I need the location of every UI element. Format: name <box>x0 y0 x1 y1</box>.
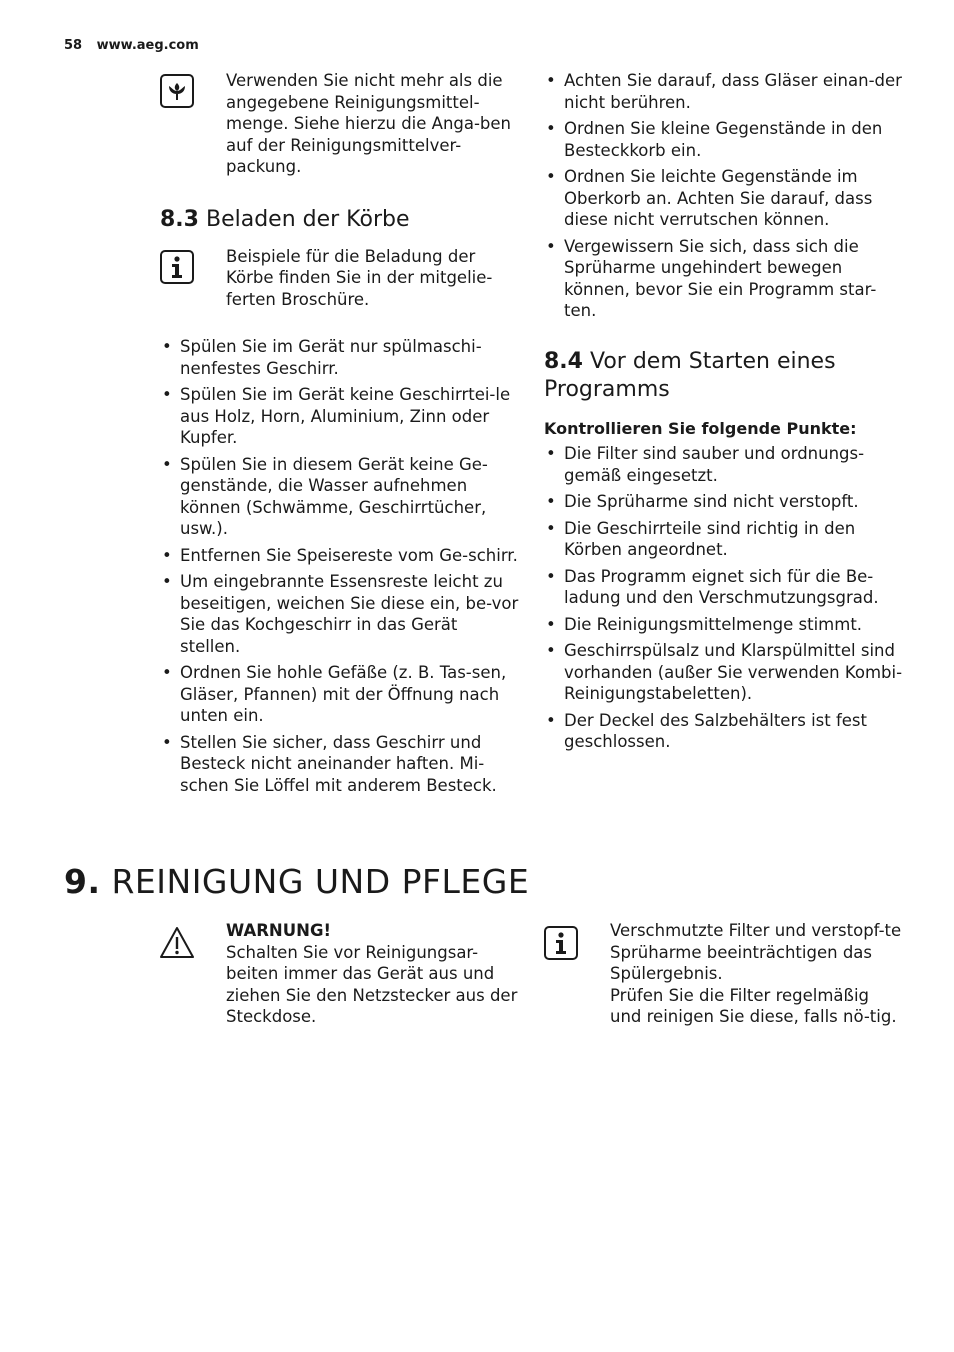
chapter-title: REINIGUNG UND PFLEGE <box>111 862 530 901</box>
list-item: • Ordnen Sie hohle Gefäße (z. B. Tas-sen, Gläser, Pfannen) mit der Öffnung nach unten ein. <box>160 662 520 727</box>
info-icon <box>544 926 578 960</box>
list-item: • Stellen Sie sicher, dass Geschirr und Besteck nicht aneinander haften. Mi-schen Sie Löffel mit anderem Besteck. <box>160 732 520 797</box>
info-note-filters <box>544 920 904 1028</box>
warning-text: Schalten Sie vor Reinigungsar-beiten immer das Gerät aus und ziehen Sie den Netzstecker aus der Steckdose. <box>226 942 518 1026</box>
info-note-text: Beispiele für die Beladung der Körbe finden Sie in der mitgelie-ferten Broschüre. <box>226 246 493 309</box>
list-item: • Spülen Sie in diesem Gerät keine Ge-genstände, die Wasser aufnehmen können (Schwämme, Geschirrtücher, usw.). <box>160 454 520 540</box>
info-note-baskets <box>160 246 520 311</box>
checklist-item: • Geschirrspülsalz und Klarspülmittel sind vorhanden (außer Sie verwenden Kombi-Reinigungstabeletten). <box>544 640 904 705</box>
checklist-item: • Das Programm eignet sich für die Be-ladung und den Verschmutzungsgrad. <box>544 566 904 609</box>
warning-note <box>160 920 520 1028</box>
list-item: • Achten Sie darauf, dass Gläser einan-der nicht berühren. <box>544 70 904 113</box>
checklist-item: • Der Deckel des Salzbehälters ist fest geschlossen. <box>544 710 904 753</box>
list-item: • Ordnen Sie kleine Gegenstände in den Besteckkorb ein. <box>544 118 904 161</box>
checklist-item: • Die Sprüharme sind nicht verstopft. <box>544 491 904 513</box>
warning-icon <box>160 926 194 960</box>
section-heading-8-3 <box>160 206 520 234</box>
warning-title: WARNUNG! <box>226 921 332 940</box>
list-item: • Spülen Sie im Gerät keine Geschirrtei-le aus Holz, Horn, Aluminium, Zinn oder Kupfer. <box>160 384 520 449</box>
section-title: Vor dem Starten eines Programms <box>544 348 836 402</box>
list-item: • Spülen Sie im Gerät nur spülmaschi-nenfestes Geschirr. <box>160 336 520 379</box>
website-link[interactable]: www.aeg.com <box>96 38 199 53</box>
left-column <box>160 70 520 801</box>
loading-tips-list-continued <box>544 70 904 322</box>
section-number: 8.4 <box>544 348 583 374</box>
chapter-heading <box>64 862 529 901</box>
checklist-item: • Die Reinigungsmittelmenge stimmt. <box>544 614 904 636</box>
filter-info-text-1: Verschmutzte Filter und verstopf-te Sprüharme beeinträchtigen das Spülergebnis. <box>610 921 902 983</box>
environment-icon <box>160 74 194 108</box>
list-item: • Um eingebrannte Essensreste leicht zu beseitigen, weichen Sie diese ein, be-vor Sie das Kochgeschirr in das Gerät stellen. <box>160 571 520 657</box>
checklist-item: • Die Geschirrteile sind richtig in den Körben angeordnet. <box>544 518 904 561</box>
list-item: • Ordnen Sie leichte Gegenstände im Oberkorb an. Achten Sie darauf, dass diese nicht verrutschen können. <box>544 166 904 231</box>
list-item: • Vergewissern Sie sich, dass sich die Sprüharme ungehindert bewegen können, bevor Sie ein Programm star-ten. <box>544 236 904 322</box>
section-number: 8.3 <box>160 206 199 232</box>
info-icon <box>160 250 194 284</box>
filter-info-text-2: Prüfen Sie die Filter regelmäßig und reinigen Sie diese, falls nö-tig. <box>610 985 897 1026</box>
eco-note <box>160 70 520 178</box>
checklist <box>544 443 904 753</box>
list-item: • Entfernen Sie Speisereste vom Ge-schirr. <box>160 545 520 567</box>
right-column <box>544 70 904 758</box>
section-heading-8-4 <box>544 348 904 404</box>
eco-note-text: Verwenden Sie nicht mehr als die angegebene Reinigungsmittel-menge. Siehe hierzu die Anga-ben auf der Reinigungsmittelver-packung. <box>226 71 512 176</box>
loading-tips-list <box>160 336 520 796</box>
section-title: Beladen der Körbe <box>205 206 410 232</box>
page-header <box>64 38 199 53</box>
page-number: 58 <box>64 38 83 53</box>
checklist-heading: Kontrollieren Sie folgende Punkte: <box>544 418 857 438</box>
checklist-item: • Die Filter sind sauber und ordnungs-gemäß eingesetzt. <box>544 443 904 486</box>
warning-block <box>160 920 520 1028</box>
chapter-number: 9. <box>64 862 101 901</box>
filter-info-block <box>544 920 904 1028</box>
